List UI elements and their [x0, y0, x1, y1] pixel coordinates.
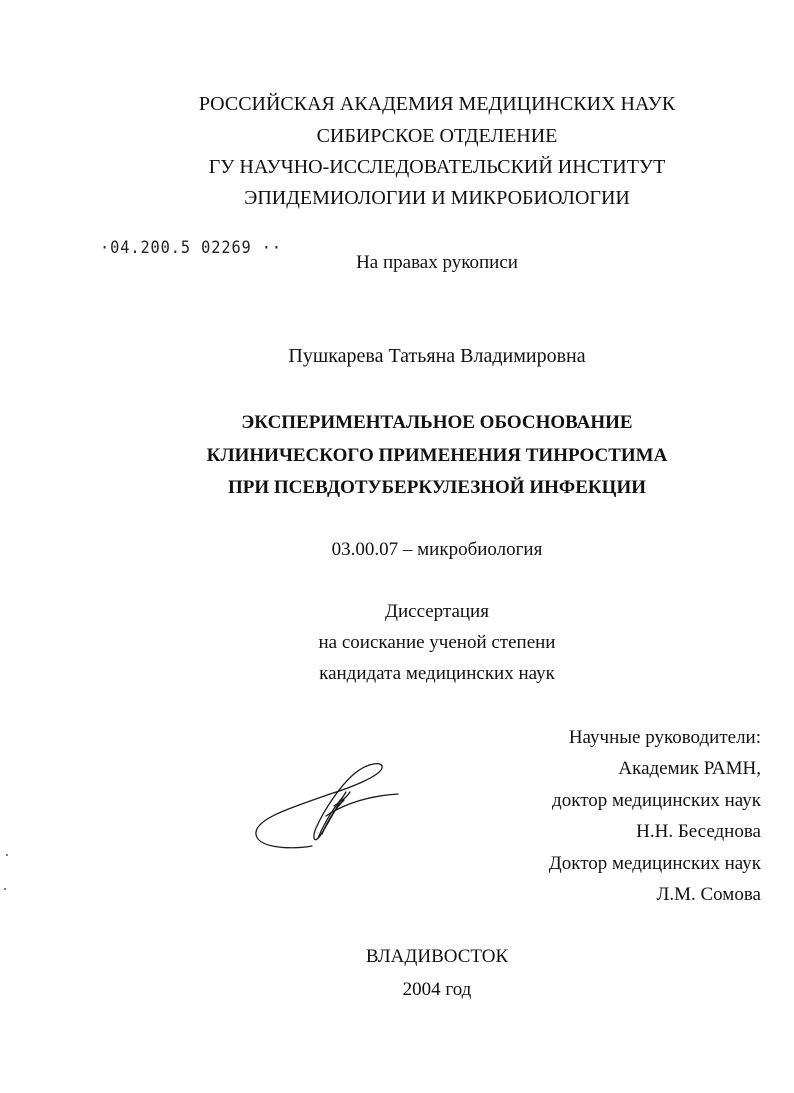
thesis-title-line-1: ЭКСПЕРИМЕНТАЛЬНОЕ ОБОСНОВАНИЕ — [241, 412, 633, 433]
handwritten-signature — [250, 758, 410, 858]
city: ВЛАДИВОСТОК — [365, 946, 509, 967]
header-line-4: ЭПИДЕМИОЛОГИИ И МИКРОБИОЛОГИИ — [244, 187, 630, 209]
header-line-3: ГУ НАУЧНО-ИССЛЕДОВАТЕЛЬСКИЙ ИНСТИТУТ — [208, 156, 666, 178]
library-stamp-number: ·04.200.5 02269 ·· — [100, 238, 283, 258]
scan-speck — [4, 888, 6, 890]
dissertation-line-1: Диссертация — [385, 601, 489, 622]
year: 2004 год — [402, 979, 472, 1000]
scan-speck — [6, 854, 8, 856]
supervisor-2-title: Доктор медицинских наук — [548, 853, 761, 874]
supervisor-1-name: Н.Н. Беседнова — [636, 821, 761, 842]
dissertation-line-2: на соискание ученой степени — [318, 632, 556, 653]
thesis-title-line-2: КЛИНИЧЕСКОГО ПРИМЕНЕНИЯ ТИНРОСТИМА — [206, 445, 668, 466]
supervisors-heading: Научные руководители: — [568, 727, 761, 748]
header-line-1: РОССИЙСКАЯ АКАДЕМИЯ МЕДИЦИНСКИХ НАУК — [198, 93, 676, 115]
supervisor-2-name: Л.М. Сомова — [656, 884, 761, 905]
dissertation-line-3: кандидата медицинских наук — [319, 663, 555, 684]
header-line-2: СИБИРСКОЕ ОТДЕЛЕНИЕ — [316, 125, 558, 147]
thesis-title-line-3: ПРИ ПСЕВДОТУБЕРКУЛЕЗНОЙ ИНФЕКЦИИ — [227, 477, 647, 498]
author-name: Пушкарева Татьяна Владимировна — [288, 345, 586, 367]
supervisor-1-title-1: Академик РАМН, — [618, 758, 761, 779]
specialty-code: 03.00.07 – микробиология — [331, 539, 543, 560]
manuscript-note: На правах рукописи — [356, 252, 518, 273]
supervisor-1-title-2: доктор медицинских наук — [552, 790, 761, 811]
